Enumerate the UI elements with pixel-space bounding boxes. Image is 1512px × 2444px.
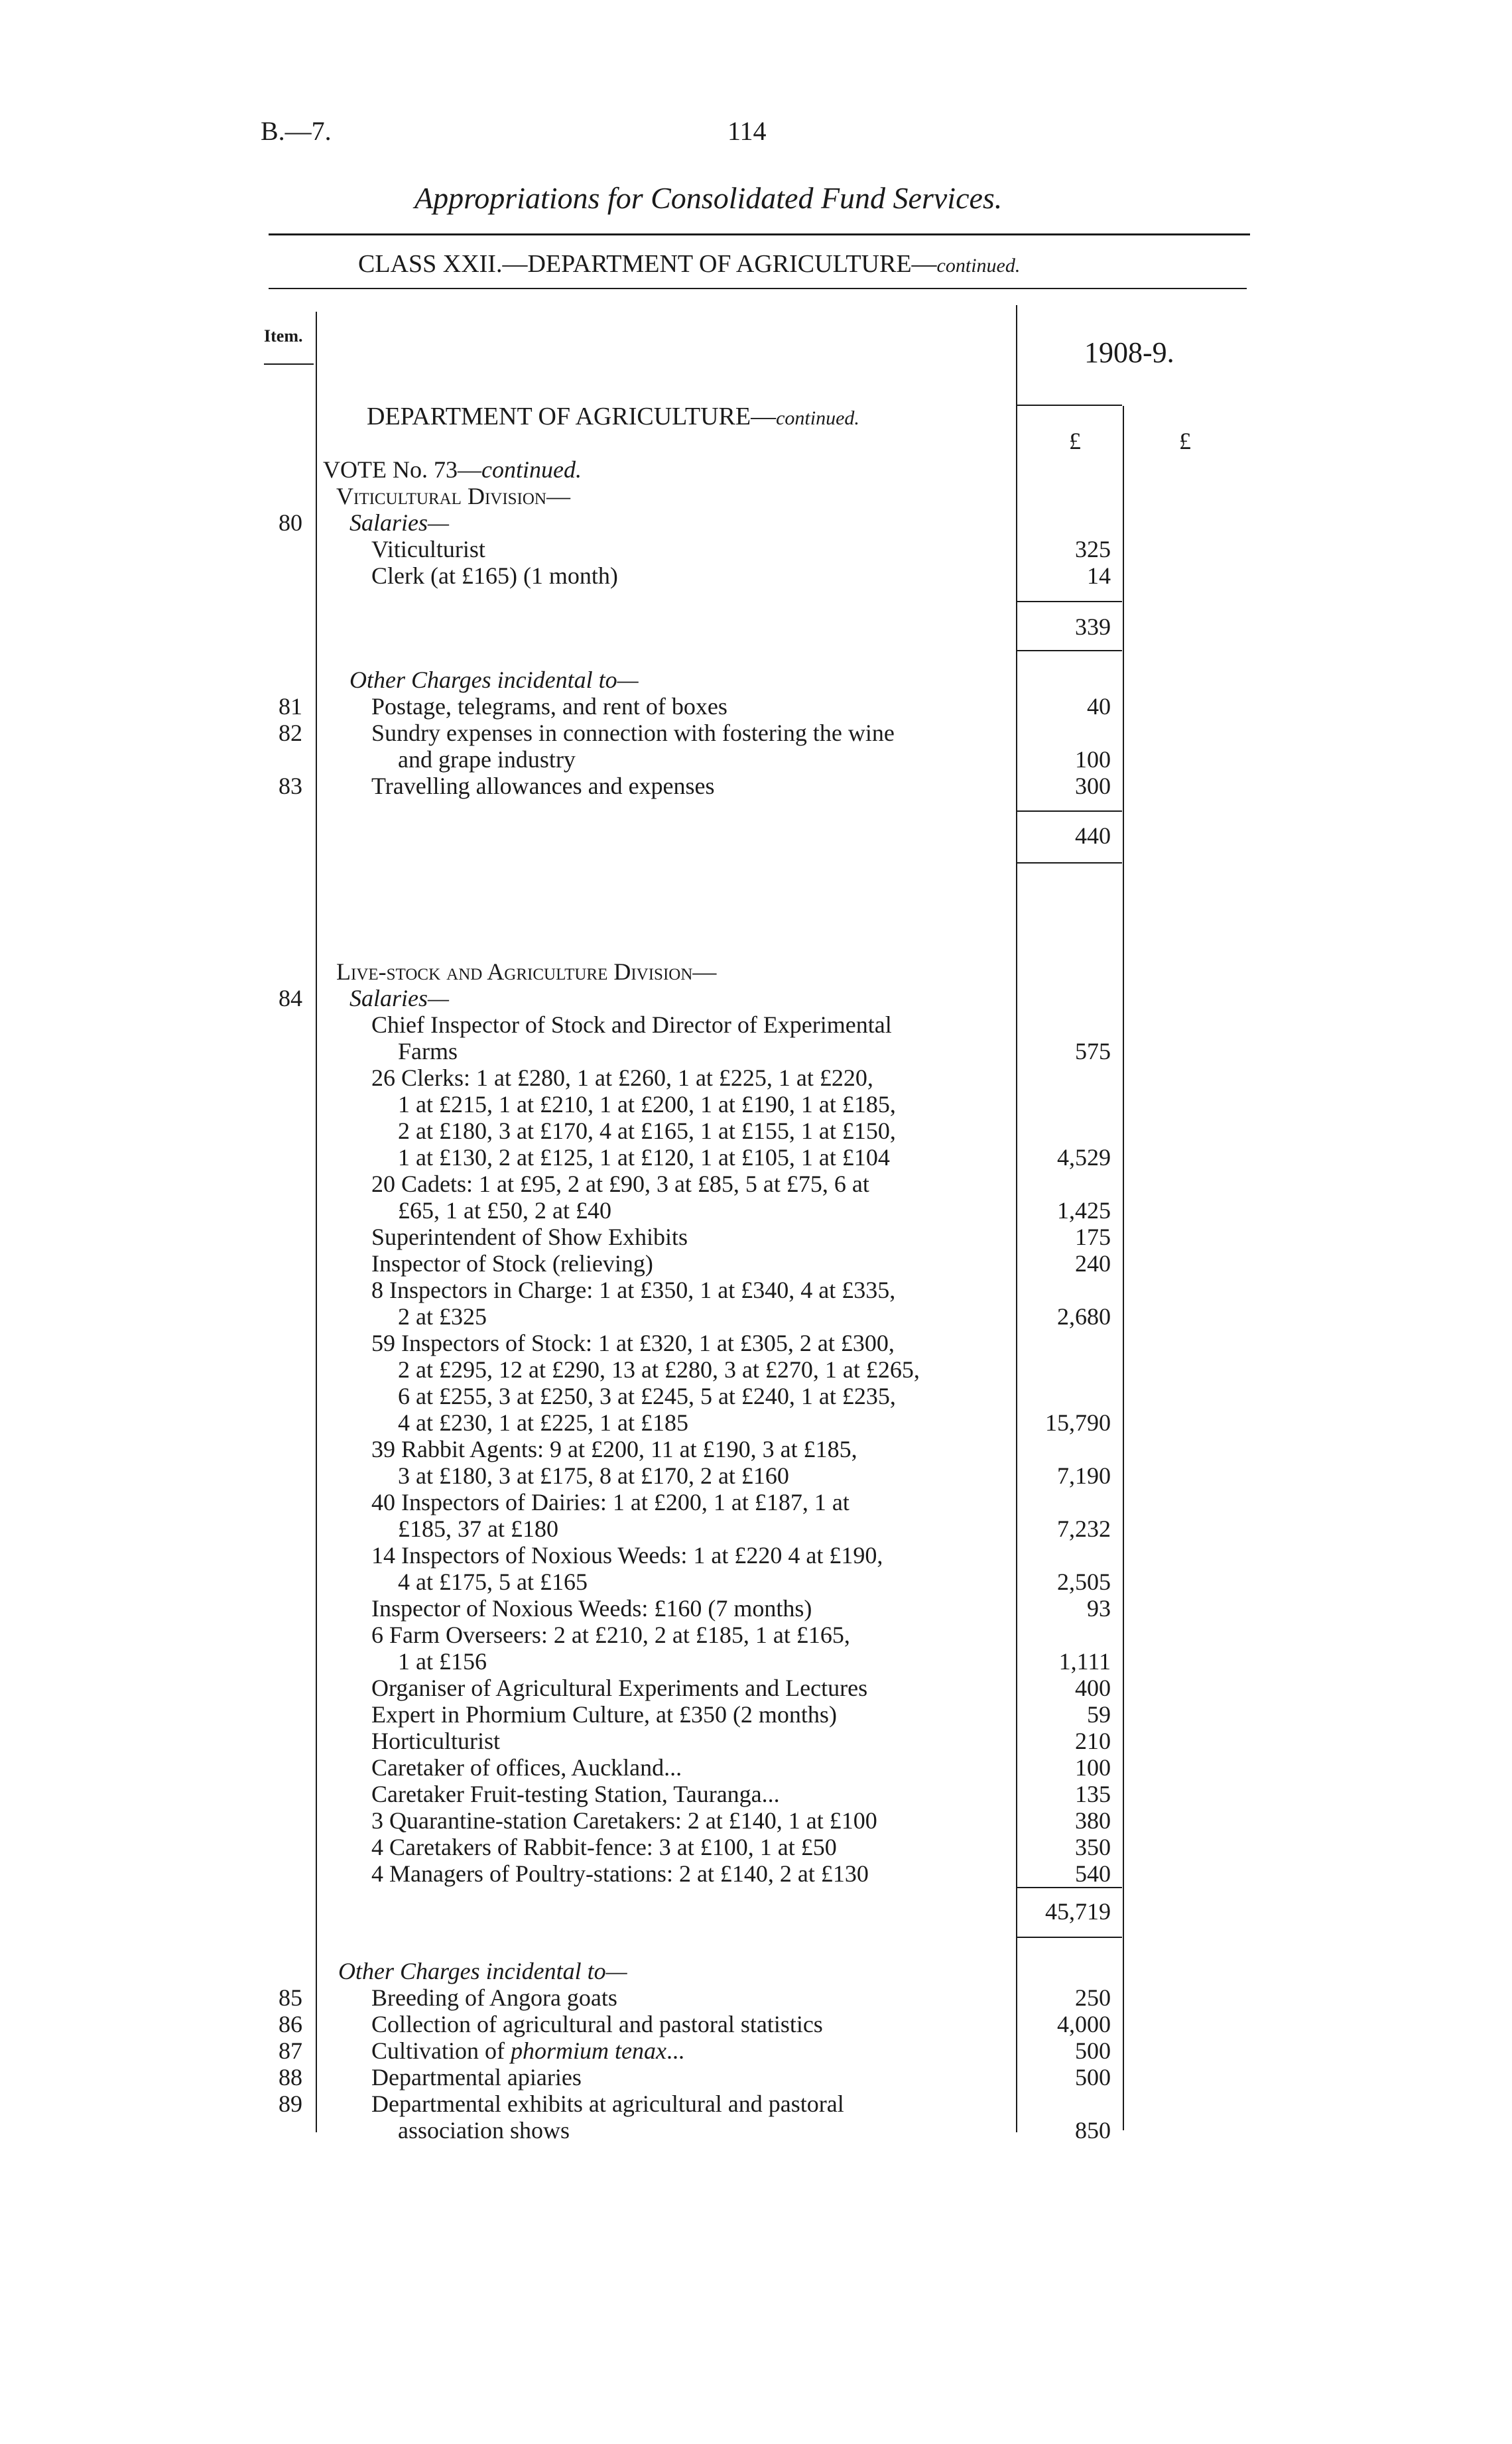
ls-salary-desc-line: Organiser of Agricultural Experiments and Lectures <box>371 1675 868 1701</box>
ls-salary-desc-line: Superintendent of Show Exhibits <box>371 1224 688 1250</box>
ls-other-item-87: 87 <box>279 2037 302 2064</box>
viticultural-subtotal: 339 <box>1075 613 1111 640</box>
dept-heading <box>367 403 859 432</box>
viti-other-desc-line: Postage, telegrams, and rent of boxes <box>371 693 727 720</box>
ls-other-amount-1: 4,000 <box>1057 2011 1111 2037</box>
ls-other-item-89: 89 <box>279 2090 302 2117</box>
ls-other-desc-2 <box>371 2037 684 2064</box>
viti-other-amount-0: 40 <box>1087 693 1111 720</box>
ls-salary-amount-13: 59 <box>1087 1701 1111 1728</box>
class-heading-text: CLASS XXII.—DEPARTMENT OF AGRICULTURE— <box>358 250 937 278</box>
pound-symbol-col2: £ <box>1179 428 1191 454</box>
viti-other-item-82: 82 <box>279 720 302 746</box>
class-heading-cont: continued. <box>936 255 1021 277</box>
viti-other-item-83: 83 <box>279 773 302 799</box>
ls-salary-desc-line: 4 at £175, 5 at £165 <box>398 1569 588 1595</box>
class-heading <box>358 251 1020 279</box>
ls-salary-desc-line: 1 at £130, 2 at £125, 1 at £120, 1 at £105, 1 at £104 <box>398 1144 890 1171</box>
viti-other-amount-2: 300 <box>1075 773 1111 799</box>
ls-salary-amount-17: 380 <box>1075 1807 1111 1834</box>
viti-salary-desc-line: Clerk (at £165) (1 month) <box>371 562 618 589</box>
item-header-underline <box>264 363 314 365</box>
viti-other-rule <box>1016 810 1122 812</box>
ls-salary-amount-11: 1,111 <box>1058 1648 1111 1675</box>
viti-other-amount-1: 100 <box>1075 746 1111 773</box>
viti-salary-amount-0: 325 <box>1075 536 1111 562</box>
ls-salary-desc-line: 2 at £325 <box>398 1303 487 1330</box>
ls-salary-desc-line: Inspector of Noxious Weeds: £160 (7 months) <box>371 1595 812 1622</box>
viti-other-desc-line: Travelling allowances and expenses <box>371 773 715 799</box>
viti-subtotal-rule-bottom <box>1016 650 1122 651</box>
ls-salary-desc-line: Caretaker of offices, Auckland... <box>371 1754 682 1781</box>
ls-salary-amount-3: 175 <box>1075 1224 1111 1250</box>
ls-salary-amount-1: 4,529 <box>1057 1144 1111 1171</box>
viti-other-rule-bottom <box>1016 862 1122 864</box>
viticultural-other-subtotal: 440 <box>1075 822 1111 849</box>
ls-other-amount-0: 250 <box>1075 1984 1111 2011</box>
ls-salary-amount-19: 540 <box>1075 1860 1111 1887</box>
ls-salary-desc-line: 1 at £156 <box>398 1648 487 1675</box>
year-column-header: 1908-9. <box>1084 336 1174 369</box>
viti-salary-desc-line: Viticulturist <box>371 536 485 562</box>
viticultural-other-label: Other Charges incidental to— <box>349 667 639 693</box>
ls-salary-desc-line: 39 Rabbit Agents: 9 at £200, 11 at £190, 3 at £185, <box>371 1436 857 1462</box>
ls-subtotal-rule-bottom <box>1016 1937 1122 1938</box>
livestock-heading: Live-stock and Agriculture Division— <box>336 958 717 985</box>
pound-symbol-col1: £ <box>1069 428 1081 454</box>
ls-salary-desc-line: Inspector of Stock (relieving) <box>371 1250 653 1277</box>
ls-salary-amount-6: 15,790 <box>1045 1409 1111 1436</box>
ls-other-desc-line: association shows <box>398 2117 570 2144</box>
year-header-underline <box>1016 405 1122 406</box>
viti-subtotal-rule <box>1016 601 1122 602</box>
ls-salary-amount-2: 1,425 <box>1057 1197 1111 1224</box>
ls-salary-amount-18: 350 <box>1075 1834 1111 1860</box>
ls-salary-desc-line: £185, 37 at £180 <box>398 1515 558 1542</box>
ls-salary-amount-7: 7,190 <box>1057 1462 1111 1489</box>
page-number: 114 <box>727 116 767 146</box>
ls-salary-desc-line: 4 Managers of Poultry-stations: 2 at £140, 2 at £130 <box>371 1860 869 1887</box>
page-title: Appropriations for Consolidated Fund Services. <box>414 181 1003 215</box>
ls-salary-amount-16: 135 <box>1075 1781 1111 1807</box>
ls-salary-desc-line: 59 Inspectors of Stock: 1 at £320, 1 at £305, 2 at £300, <box>371 1330 895 1356</box>
ls-salary-desc-line: £65, 1 at £50, 2 at £40 <box>398 1197 611 1224</box>
ls-salary-amount-12: 400 <box>1075 1675 1111 1701</box>
ls-salary-desc-line: Horticulturist <box>371 1728 500 1754</box>
ls-salary-desc-line: 1 at £215, 1 at £210, 1 at £200, 1 at £190, 1 at £185, <box>398 1091 896 1118</box>
ls-salary-desc-line: Chief Inspector of Stock and Director of Experimental <box>371 1011 892 1038</box>
ls-salary-desc-line: 20 Cadets: 1 at £95, 2 at £90, 3 at £85, 5 at £75, 6 at <box>371 1171 869 1197</box>
ls-salary-amount-8: 7,232 <box>1057 1515 1111 1542</box>
viti-other-desc-line: Sundry expenses in connection with fostering the wine <box>371 720 895 746</box>
ls-salary-desc-line: 4 Caretakers of Rabbit-fence: 3 at £100, 1 at £50 <box>371 1834 837 1860</box>
viti-other-item-81: 81 <box>279 693 302 720</box>
ls-salary-desc-line: 4 at £230, 1 at £225, 1 at £185 <box>398 1409 688 1436</box>
item-column-header: Item. <box>264 326 303 346</box>
ls-salary-desc-line: 3 at £180, 3 at £175, 8 at £170, 2 at £160 <box>398 1462 789 1489</box>
ls-salary-desc-line: Farms <box>398 1038 458 1064</box>
ls-other-desc-line: Departmental apiaries <box>371 2064 582 2090</box>
header-rule-top <box>269 288 1247 289</box>
amount-column-divider-mid <box>1123 406 1124 2130</box>
ls-other-item-85: 85 <box>279 1984 302 2011</box>
ls-salary-amount-0: 575 <box>1075 1038 1111 1064</box>
ls-other-amount-3: 500 <box>1075 2064 1111 2090</box>
livestock-other-label: Other Charges incidental to— <box>338 1958 627 1984</box>
ls-salary-desc-line: 40 Inspectors of Dairies: 1 at £200, 1 at £187, 1 at <box>371 1489 850 1515</box>
ls-other-amount-2: 500 <box>1075 2037 1111 2064</box>
viticultural-heading: Viticultural Division— <box>336 483 570 509</box>
viticultural-salaries-label: Salaries— <box>349 509 450 536</box>
ls-salary-desc-line: 14 Inspectors of Noxious Weeds: 1 at £220 4 at £190, <box>371 1542 883 1569</box>
ls-other-desc-part: ... <box>666 2037 684 2064</box>
ls-salary-amount-5: 2,680 <box>1057 1303 1111 1330</box>
item-number-84: 84 <box>279 985 302 1011</box>
ls-other-desc-line: Departmental exhibits at agricultural and pastoral <box>371 2090 844 2117</box>
title-rule <box>269 233 1250 235</box>
ls-salary-desc-line: 6 Farm Overseers: 2 at £210, 2 at £185, 1 at £165, <box>371 1622 850 1648</box>
vote-text: VOTE No. 73— <box>323 456 481 483</box>
dept-heading-cont: continued. <box>776 407 859 429</box>
ls-other-item-88: 88 <box>279 2064 302 2090</box>
ls-other-desc-part: Cultivation of <box>371 2037 511 2064</box>
ls-salary-desc-line: Caretaker Fruit-testing Station, Tauranga... <box>371 1781 780 1807</box>
vote-cont: continued. <box>481 456 582 483</box>
ls-subtotal-rule <box>1016 1887 1122 1888</box>
ls-salary-amount-15: 100 <box>1075 1754 1111 1781</box>
item-number-80: 80 <box>279 509 302 536</box>
viti-other-desc-line: and grape industry <box>398 746 576 773</box>
ls-other-amount-4: 850 <box>1075 2117 1111 2144</box>
ls-salary-amount-10: 93 <box>1087 1595 1111 1622</box>
ls-other-desc-italic: phormium tenax <box>511 2037 666 2064</box>
ls-salary-amount-4: 240 <box>1075 1250 1111 1277</box>
vote-heading <box>323 456 582 483</box>
ls-salary-desc-line: 6 at £255, 3 at £250, 3 at £245, 5 at £240, 1 at £235, <box>398 1383 896 1409</box>
ls-other-desc-line: Collection of agricultural and pastoral statistics <box>371 2011 823 2037</box>
ls-salary-desc-line: 2 at £180, 3 at £170, 4 at £165, 1 at £155, 1 at £150, <box>398 1118 896 1144</box>
dept-heading-text: DEPARTMENT OF AGRICULTURE— <box>367 403 777 430</box>
ls-salary-desc-line: 2 at £295, 12 at £290, 13 at £280, 3 at £270, 1 at £265, <box>398 1356 920 1383</box>
ls-salary-desc-line: 3 Quarantine-station Caretakers: 2 at £140, 1 at £100 <box>371 1807 877 1834</box>
item-column-divider <box>316 312 317 2132</box>
page-ref: B.—7. <box>261 116 332 146</box>
ls-salary-desc-line: 26 Clerks: 1 at £280, 1 at £260, 1 at £225, 1 at £220, <box>371 1064 873 1091</box>
ls-other-desc-line: Breeding of Angora goats <box>371 1984 617 2011</box>
viti-salary-amount-1: 14 <box>1087 562 1111 589</box>
livestock-salaries-label: Salaries— <box>349 985 450 1011</box>
livestock-subtotal: 45,719 <box>1045 1898 1111 1925</box>
ls-salary-amount-14: 210 <box>1075 1728 1111 1754</box>
ls-salary-amount-9: 2,505 <box>1057 1569 1111 1595</box>
ls-other-item-86: 86 <box>279 2011 302 2037</box>
ls-salary-desc-line: Expert in Phormium Culture, at £350 (2 months) <box>371 1701 837 1728</box>
ls-salary-desc-line: 8 Inspectors in Charge: 1 at £350, 1 at £340, 4 at £335, <box>371 1277 896 1303</box>
